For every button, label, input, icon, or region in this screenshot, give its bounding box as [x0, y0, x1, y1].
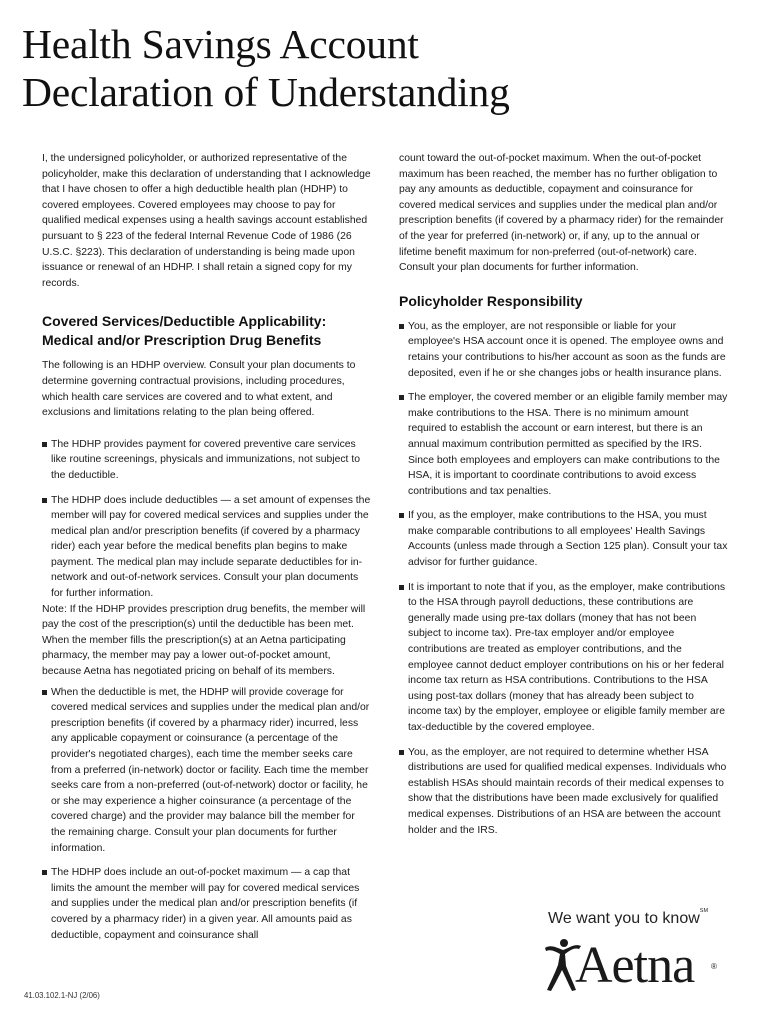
list-item: When the deductible is met, the HDHP will provide coverage for covered medical services and supplies under the medical plan and/or prescription benefits (if covered by a pharmacy rider) incurred, less any applicable copayment or coinsurance (a percentage of the provider's negotiated charges), each time the member seeks care from a preferred (in-network) doctor or facility. Each time the member seeks care from a non-preferred (out-of-network) doctor or facility, he or she may experience a higher coinsurance (a percentage of the covered charge) and the provider may balance bill the member for the remaining charge. Consult your plan documents for further information. [42, 685, 372, 857]
covered-heading-line-2: Medical and/or Prescription Drug Benefits [42, 332, 322, 349]
policyholder-bullet-list [399, 319, 729, 838]
title-line-2: Declaration of Understanding [22, 69, 510, 115]
covered-bullet-list [42, 437, 372, 602]
logo-wordmark: Aetna [575, 937, 695, 994]
list-item: If you, as the employer, make contributions to the HSA, you must make comparable contributions to all employees' Health Savings Accounts (unless made through a Section 125 plan). Consult your tax advisor for further guidance. [399, 508, 729, 570]
aetna-logo [543, 934, 723, 994]
right-column [399, 151, 729, 838]
page-title [22, 20, 742, 116]
covered-services-heading [42, 312, 372, 350]
list-item: The HDHP provides payment for covered preventive care services like routine screenings, physicals and immunizations, not subject to the deductible. [42, 437, 372, 484]
tagline [548, 910, 708, 928]
list-item: The HDHP does include an out-of-pocket maximum — a cap that limits the amount the member will pay for covered medical services and supplies under the medical plan and/or prescription benefits (if covered by a pharmacy rider) in a given year. All amounts paid as deductible, copayment and coinsurance shall [42, 865, 372, 943]
form-code: 41.03.102.1-NJ (2/06) [24, 991, 100, 1000]
list-item: You, as the employer, are not required to determine whether HSA distributions are used for qualified medical expenses. Individuals who establish HSAs should maintain records of their medical expenses to show that the distributions have been made exclusively for qualified medical expenses. Distributions of an HSA are between the account holder and the IRS. [399, 745, 729, 839]
service-mark: SM [699, 908, 709, 914]
note-label: Note: [42, 603, 67, 615]
left-column [42, 151, 372, 943]
covered-bullet-list-2 [42, 685, 372, 944]
note-paragraph [42, 602, 372, 680]
continuation-paragraph: count toward the out-of-pocket maximum. When the out-of-pocket maximum has been reached, the member has no further obligation to pay any amounts as deductible, copayment and coinsurance for covered medical services and supplies under the medical plan and/or prescription benefits (if covered by a pharmacy rider) for the remainder of the year for preferred (in-network) or, if any, up to the annual or lifetime benefit maximum for non-preferred (out-of-network) care. Consult your plan documents for further information. [399, 153, 724, 274]
registered-mark: ® [711, 962, 717, 971]
list-item: The HDHP does include deductibles — a set amount of expenses the member will pay for covered medical services and supplies under the medical plan and/or prescription benefits (if covered by a pharmacy rider) each year before the medical benefits plan begins to make payment. The medical plan may include separate deductibles for in-network and out-of-network services. Consult your plan documents for further information. [42, 493, 372, 602]
policyholder-heading: Policyholder Responsibility [399, 292, 583, 309]
list-item: The employer, the covered member or an eligible family member may make contributions to the HSA. There is no minimum amount required to establish the account or earn interest, but there is an annual maximum contribution permitted as specified by the IRS. Since both employees and employers can make contributions to the HSA, it is important to coordinate contributions to avoid excess contributions and tax penalties. [399, 390, 729, 499]
covered-heading-line-1: Covered Services/Deductible Applicability: [42, 313, 327, 330]
title-line-1: Health Savings Account [22, 21, 419, 67]
list-item: You, as the employer, are not responsible or liable for your employee's HSA account once it is opened. The employee owns and retains your contributions to his/her account as soon as the funds are deposited, even if he or she changes jobs or health insurance plans. [399, 319, 729, 381]
list-item: It is important to note that if you, as the employer, make contributions to the HSA through payroll deductions, these contributions are generally made using pre-tax dollars (money that has not been subject to income tax). Pre-tax employer and/or employee contributions are treated as employer contributions, and the employee cannot deduct employer contributions on his or her federal income tax return as HSA contributions. Contributions to the HSA using post-tax dollars (money that has already been subject to income tax) by the employer, employee or eligible family member are tax-deductible by the covered employee. [399, 580, 729, 736]
intro-paragraph: I, the undersigned policyholder, or authorized representative of the policyholder, make this declaration of understanding that I acknowledge that I have chosen to offer a high deductible health plan (HDHP) to covered employees. Covered employees may choose to pay for qualified medical expenses using a health savings account established pursuant to § 223 of the federal Internal Revenue Code of 1986 (26 U.S.C. §223). This declaration of understanding is being made upon issuance or renewal of an HDHP. I shall retain a signed copy for my records. [42, 153, 371, 289]
note-text: If the HDHP provides prescription drug benefits, the member will pay the cost of the prescription(s) until the deductible has been met. When the member fills the prescription(s) at an Aetna participating pharmacy, the member may pay a lower out-of-pocket amount, because Aetna has negotiated pricing on behalf of its members. [42, 603, 366, 678]
overview-paragraph: The following is an HDHP overview. Consult your plan documents to determine governing contractual provisions, including procedures, which health care services are covered and to what extent, and exclusions and limitations relating to the plan being offered. [42, 360, 356, 419]
tagline-text: We want you to know [548, 910, 700, 927]
